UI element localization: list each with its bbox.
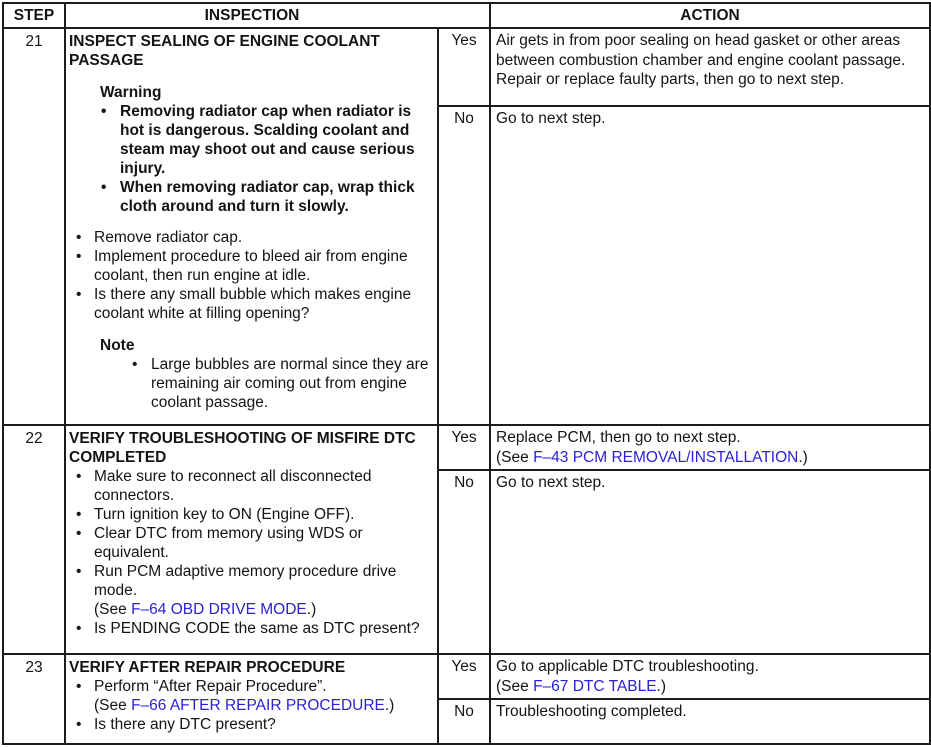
bullet-icon: • [132,356,138,373]
inspection-bullet-text [94,677,394,715]
link-f67-dtc-table[interactable]: F–67 DTC TABLE [533,677,657,695]
col-header-action: ACTION [490,3,930,28]
inspection-bullet [76,619,429,638]
bullet-icon: • [76,468,82,485]
bullet-icon: • [76,678,82,695]
inspection-title-22: VERIFY TROUBLESHOOTING OF MISFIRE DTC COMPLETED [69,430,416,466]
bullet-icon: • [76,563,82,580]
inspection-cell-23 [65,654,438,744]
warning-list [69,102,429,216]
inspection-bullet-text: Is there any small bubble which makes engine coolant white at filling opening? [94,286,412,322]
see-open: (See [94,601,132,618]
see-open: (See [496,677,534,695]
see-close: .) [656,677,667,695]
see-open: (See [94,697,132,714]
no-cell-23: No [438,699,490,744]
step-number-23: 23 [3,654,65,744]
inspection-bullet [76,715,429,734]
inspection-cell-22 [65,425,438,654]
bullet-icon: • [76,248,82,265]
see-reference [94,697,394,714]
step23-yes-row [3,654,930,699]
warning-bullet [101,102,429,178]
inspection-bullet [76,247,429,285]
action-no-23 [490,699,930,744]
step-number-22: 22 [3,425,65,654]
note-list [69,355,429,412]
inspection-bullet-text: Implement procedure to bleed air from engine coolant, then run engine at idle. [94,248,408,284]
see-close: .) [306,601,317,618]
inspection-bullet-list-23 [69,677,429,734]
warning-bullet-text: Removing radiator cap when radiator is hot is dangerous. Scalding coolant and steam may shoot out and cause serious injury. [120,103,415,177]
inspection-bullet-list-21 [69,228,429,323]
bullet-icon: • [76,716,82,733]
action-no-21 [490,106,930,425]
link-f43-pcm-removal-installation[interactable]: F–43 PCM REMOVAL/INSTALLATION [533,448,799,466]
inspection-bullet-text: Is PENDING CODE the same as DTC present? [94,620,420,637]
warning-heading: Warning [100,84,162,101]
note-bullet-text: Large bubbles are normal since they are remaining air coming out from engine coolant passage. [151,356,429,411]
col-header-inspection: INSPECTION [65,3,438,28]
see-reference [496,677,925,697]
inspection-title-21: INSPECT SEALING OF ENGINE COOLANT PASSAGE [69,33,380,69]
inspection-bullet-text: Remove radiator cap. [94,229,243,246]
action-text: Replace PCM, then go to next step. [496,429,741,446]
inspection-title-23: VERIFY AFTER REPAIR PROCEDURE [69,659,346,676]
step-number-21: 21 [3,28,65,425]
bullet-icon: • [76,229,82,246]
no-cell-22: No [438,470,490,654]
inspection-bullet [76,524,429,562]
step22-yes-row [3,425,930,470]
bullet-icon: • [76,525,82,542]
bullet-sentence: Run PCM adaptive memory procedure drive mode. [94,563,397,599]
note-bullet [132,355,429,412]
bullet-icon: • [76,286,82,303]
link-f66-after-repair-procedure[interactable]: F–66 AFTER REPAIR PROCEDURE [131,697,385,714]
inspection-bullet-text: Is there any DTC present? [94,716,276,733]
bullet-icon: • [76,506,82,523]
action-text: Go to applicable DTC troubleshooting. [496,658,759,675]
col-header-step: STEP [3,3,65,28]
inspection-bullet [76,562,429,619]
warning-bullet [101,178,429,216]
table-header-row [3,3,930,28]
yes-cell-21: Yes [438,28,490,106]
col-header-yesno-gap [438,3,490,28]
inspection-bullet [76,285,429,323]
inspection-bullet-text: Clear DTC from memory using WDS or equivalent. [94,525,363,561]
warning-bullet-text: When removing radiator cap, wrap thick cloth around and turn it slowly. [120,179,415,215]
note-heading: Note [100,337,135,354]
inspection-bullet-text: Make sure to reconnect all disconnected connectors. [94,468,372,504]
bullet-icon: • [76,620,82,637]
action-text: Go to next step. [496,474,606,491]
bullet-icon: • [101,179,107,196]
see-reference [496,448,925,468]
yes-cell-23: Yes [438,654,490,699]
see-close: .) [384,697,395,714]
action-yes-21 [490,28,930,106]
inspection-bullet [76,467,429,505]
step21-yes-row [3,28,930,106]
inspection-bullet-text [94,562,429,619]
bullet-sentence: Perform “After Repair Procedure”. [94,678,327,695]
no-cell-21: No [438,106,490,425]
action-text: Air gets in from poor sealing on head gasket or other areas between combustion chamber and engine coolant passage. Repair or replace faulty parts, then go to next step. [496,32,906,88]
action-yes-23 [490,654,930,699]
inspection-bullet-text: Turn ignition key to ON (Engine OFF). [94,506,355,523]
see-open: (See [496,448,534,466]
yes-cell-22: Yes [438,425,490,470]
link-f64-obd-drive-mode[interactable]: F–64 OBD DRIVE MODE [131,601,307,618]
action-text: Troubleshooting completed. [496,703,687,720]
inspection-bullet [76,228,429,247]
action-no-22 [490,470,930,654]
troubleshooting-table [2,2,931,745]
inspection-bullet-list-22 [69,467,429,638]
action-text: Go to next step. [496,110,606,127]
inspection-cell-21 [65,28,438,425]
inspection-bullet [76,677,429,715]
bullet-icon: • [101,103,107,120]
action-yes-22 [490,425,930,470]
see-close: .) [798,448,808,466]
see-reference [94,601,316,618]
inspection-bullet [76,505,429,524]
